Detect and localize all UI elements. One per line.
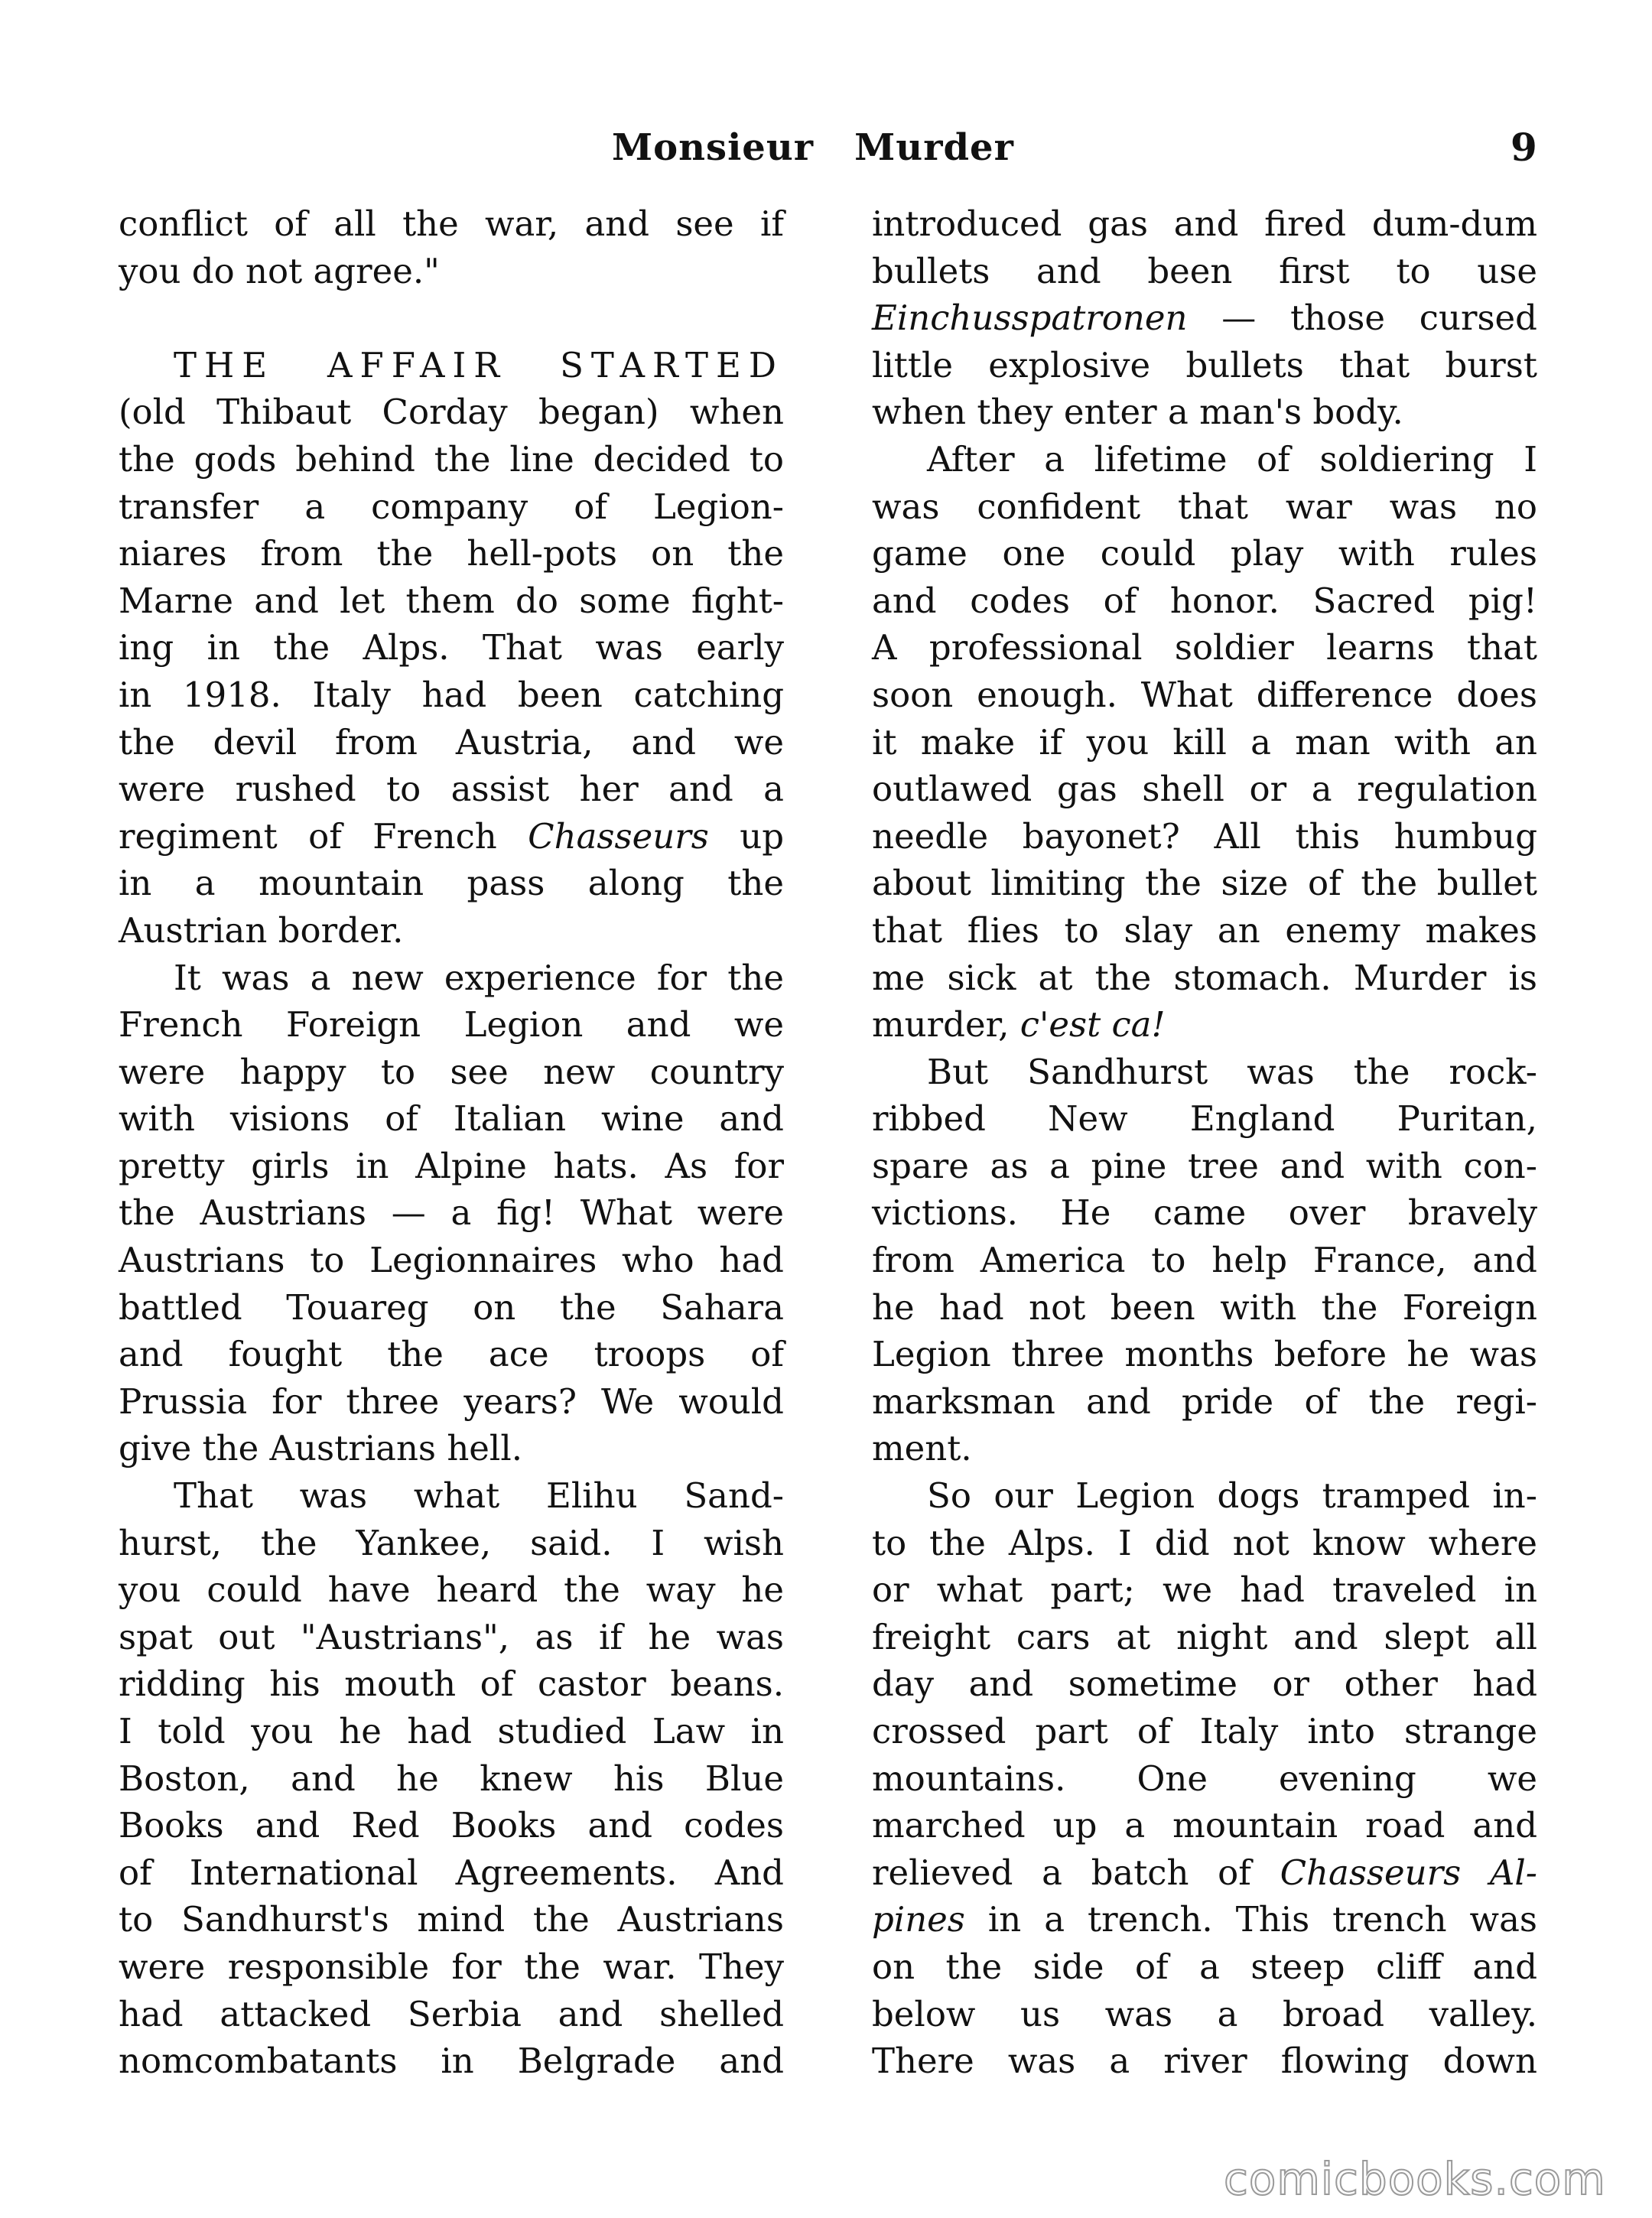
text-line: pines in a trench. This trench was [872,1899,1537,1940]
text-line: about limiting the size of the bullet [872,863,1537,904]
text-line: hurst, the Yankee, said. I wish [119,1522,784,1563]
text-line: he had not been with the Foreign [872,1286,1537,1328]
text-line: on the side of a steep cliff and [872,1946,1537,1987]
text-line: mountains. One evening we [872,1758,1537,1799]
text-line: below us was a broad valley. [872,1993,1537,2034]
text-line: I told you he had studied Law in [119,1711,784,1751]
text-line: crossed part of Italy into strange [872,1711,1537,1751]
text-line: ment. [872,1428,972,1469]
text-line: ridding his mouth of castor beans. [119,1664,784,1705]
text-line: of International Agreements. And [119,1852,784,1893]
text-line: when they enter a man's body. [872,392,1403,433]
text-line: were rushed to assist her and a [119,769,784,810]
paragraph-gap [119,294,784,342]
text-line: it make if you kill a man with an [872,721,1537,763]
text-line: Legion three months before he was [872,1334,1537,1375]
text-line: There was a river flowing down [872,2041,1537,2082]
right-column [872,200,1537,2085]
text-line: were happy to see new country [119,1051,784,1092]
text-line: Austrians to Legionnaires who had [119,1240,784,1281]
text-line: After a lifetime of soldiering I [927,438,1537,480]
text-line: with visions of Italian wine and [119,1098,784,1140]
text-line: were responsible for the war. They [119,1946,784,1987]
text-line: freight cars at night and slept all [872,1616,1537,1657]
text-line: But Sandhurst was the rock- [927,1051,1537,1092]
text-line: victions. He came over bravely [872,1192,1537,1234]
text-line: soon enough. What difference does [872,674,1537,715]
text-line: or what part; we had traveled in [872,1569,1537,1611]
text-line: regiment of French Chasseurs up [119,815,785,857]
text-line: conflict of all the war, and see if [119,203,784,244]
text-line: and fought the ace troops of [119,1334,784,1375]
text-line: nomcombatants in Belgrade and [119,2041,784,2082]
text-line: little explosive bullets that burst [872,344,1537,385]
text-line: niares from the hell-pots on the [119,533,784,574]
text-line: game one could play with rules [872,533,1537,574]
text-line: Einchusspatronen — those cursed [872,298,1537,339]
text-line: It was a new experience for the [174,957,784,998]
section-opening: THE AFFAIR STARTED [174,344,784,385]
text-line: (old Thibaut Corday began) when [119,392,784,433]
text-line: A professional soldier learns that [872,627,1537,668]
text-line: outlawed gas shell or a regulation [872,769,1537,810]
text-line: So our Legion dogs tramped in- [927,1475,1537,1517]
text-line: marksman and pride of the regi- [872,1381,1537,1422]
text-line: the Austrians — a fig! What were [119,1192,784,1234]
text-line: was confident that war was no [872,486,1537,527]
text-line: Prussia for three years? We would [119,1381,784,1422]
text-line: introduced gas and fired dum-dum [872,203,1537,244]
left-column [119,200,784,2085]
text-line: day and sometime or other had [872,1664,1537,1705]
text-line: in a mountain pass along the [119,863,784,904]
text-line: murder, c'est ca! [872,1004,1166,1046]
text-line: bullets and been first to use [872,250,1537,291]
text-line: that flies to slay an enemy makes [872,909,1537,951]
text-line: French Foreign Legion and we [119,1004,784,1046]
running-title: Monsieur Murder [612,126,1014,169]
text-line: the devil from Austria, and we [119,721,784,763]
text-line: relieved a batch of Chasseurs Al- [872,1852,1537,1893]
text-line: and codes of honor. Sacred pig! [872,580,1537,621]
text-line: Marne and let them do some fight- [119,580,784,621]
text-line: you do not agree." [119,250,440,291]
text-line: battled Touareg on the Sahara [119,1286,784,1328]
text-line: That was what Elihu Sand- [174,1475,784,1517]
text-line: Books and Red Books and codes [119,1805,784,1846]
text-line: pretty girls in Alpine hats. As for [119,1145,784,1186]
text-line: in 1918. Italy had been catching [119,674,784,715]
text-line: transfer a company of Legion- [119,486,784,527]
text-line: to the Alps. I did not know where [872,1522,1537,1563]
text-line: Austrian border. [119,909,404,951]
text-line: me sick at the stomach. Murder is [872,957,1537,998]
text-line: had attacked Serbia and shelled [119,1993,784,2034]
text-line: needle bayonet? All this humbug [872,815,1537,857]
page-number: 9 [1511,125,1537,170]
text-line: you could have heard the way he [119,1569,784,1611]
text-line: to Sandhurst's mind the Austrians [119,1899,784,1940]
text-line: spare as a pine tree and with con- [872,1145,1537,1186]
text-line: ribbed New England Puritan, [872,1098,1537,1140]
text-line: from America to help France, and [872,1240,1537,1281]
text-line: spat out "Austrians", as if he was [119,1616,784,1657]
text-line: ing in the Alps. That was early [119,627,784,668]
text-line: give the Austrians hell. [119,1428,523,1469]
text-line: marched up a mountain road and [872,1805,1537,1846]
text-line: the gods behind the line decided to [119,438,784,480]
running-header [0,121,1652,174]
text-line: Boston, and he knew his Blue [119,1758,784,1799]
site-watermark: comicbooks.com [1224,2153,1606,2205]
